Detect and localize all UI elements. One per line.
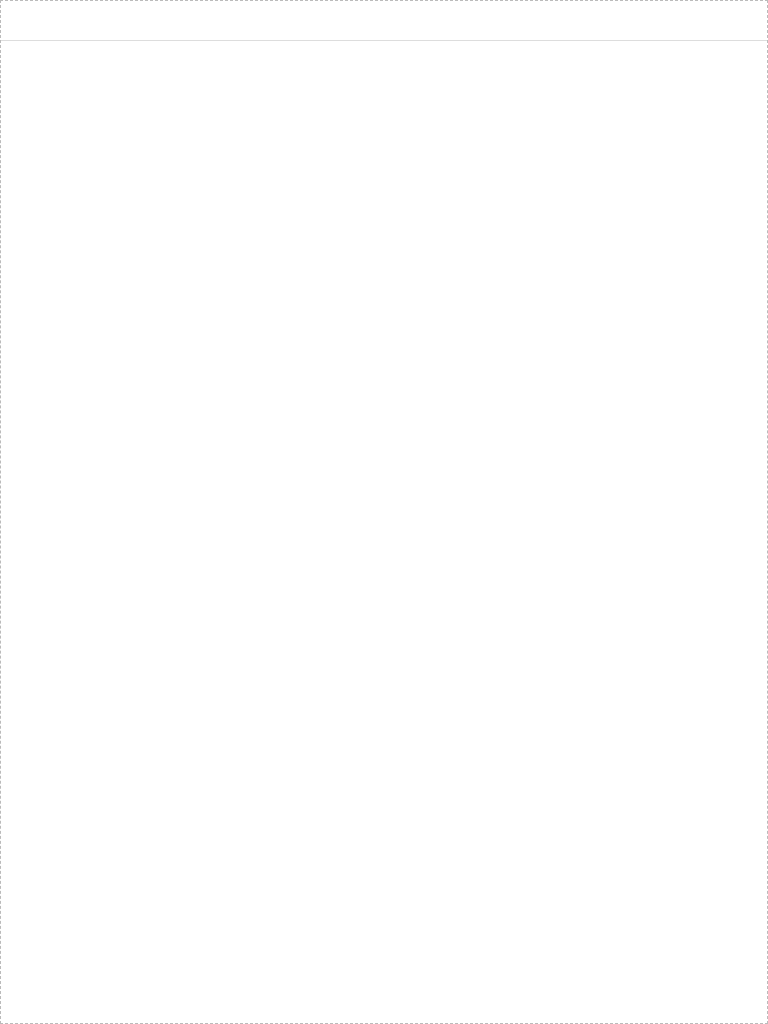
window-title	[1, 1, 767, 41]
main-content	[1, 41, 767, 73]
